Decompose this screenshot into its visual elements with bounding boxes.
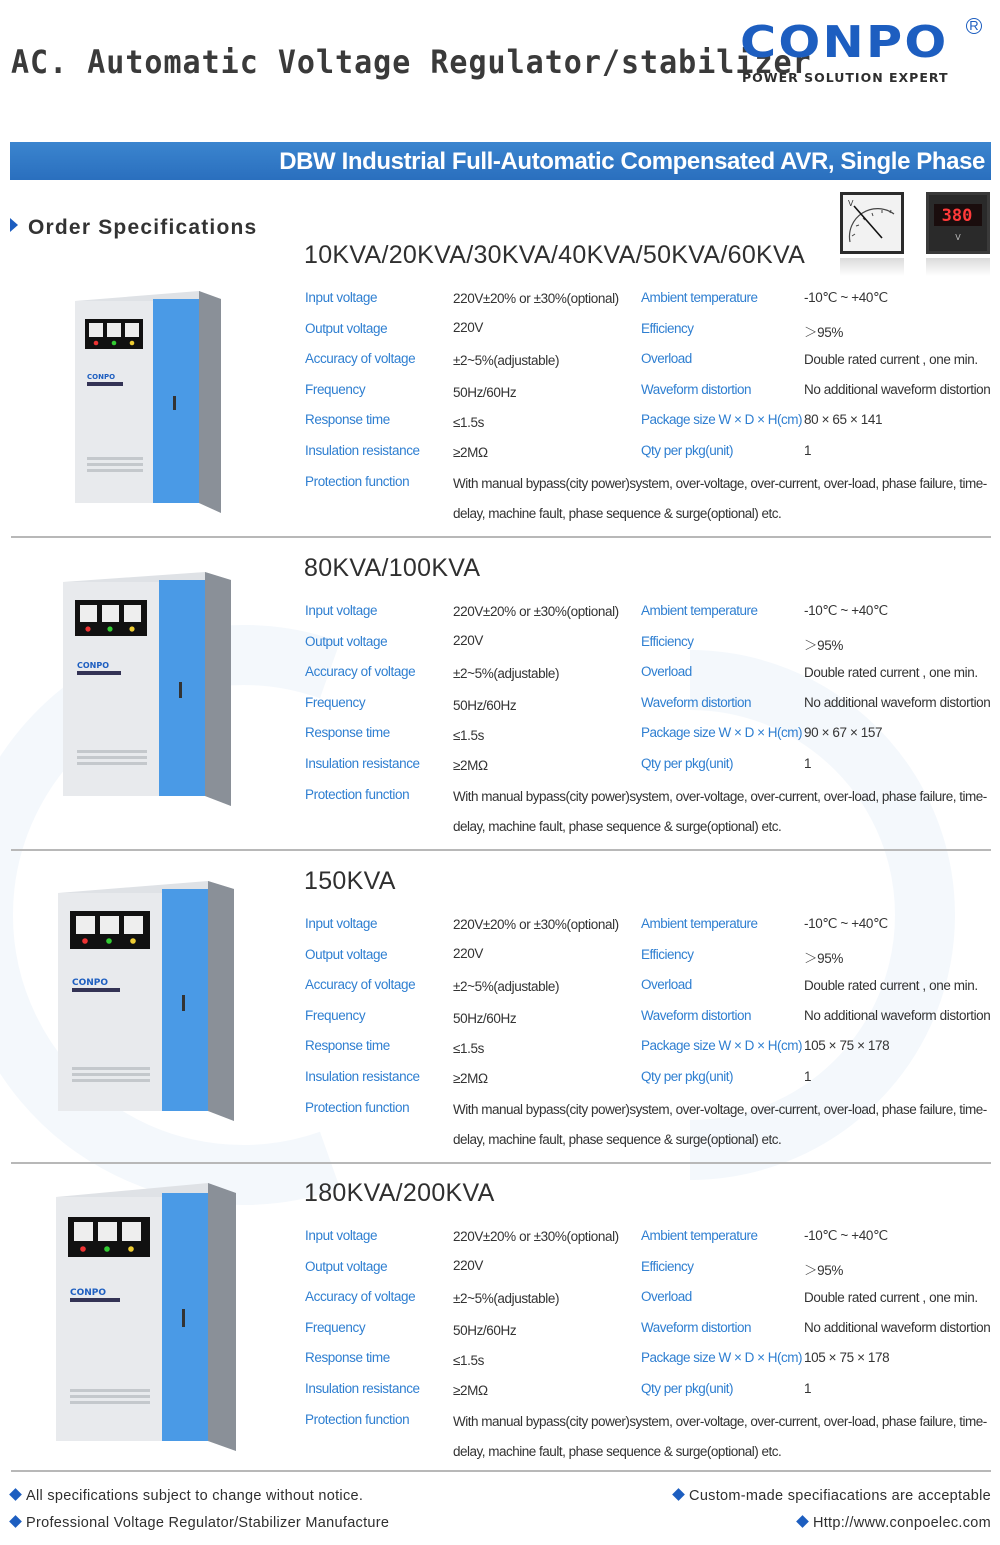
label-ambient-temperature: Ambient temperature xyxy=(641,290,758,305)
value-input-voltage: 220V±20% or ±30%(optional) xyxy=(453,604,619,619)
label-accuracy: Accuracy of voltage xyxy=(305,351,416,366)
value-frequency: 50Hz/60Hz xyxy=(453,1323,517,1338)
value-output-voltage: 220V xyxy=(453,1258,483,1273)
value-package-size: 90 × 67 × 157 xyxy=(804,725,883,740)
value-package-size: 80 × 65 × 141 xyxy=(804,412,883,427)
value-response-time: ≤1.5s xyxy=(453,415,484,430)
value-accuracy: ±2~5%(adjustable) xyxy=(453,979,560,994)
value-frequency: 50Hz/60Hz xyxy=(453,1011,517,1026)
label-insulation: Insulation resistance xyxy=(305,1381,420,1396)
value-frequency: 50Hz/60Hz xyxy=(453,385,517,400)
value-efficiency: ＞95% xyxy=(804,638,843,653)
value-insulation: ≥2MΩ xyxy=(453,1383,488,1398)
voltage-regulator-cabinet-image xyxy=(63,572,235,806)
product-banner: DBW Industrial Full-Automatic Compensated AVR, Single Phase xyxy=(10,142,991,180)
order-spec-label: Order Specifications xyxy=(28,216,258,239)
section-divider xyxy=(11,849,991,851)
footer-note-text: Professional Voltage Regulator/Stabilizer Manufacture xyxy=(26,1515,390,1531)
value-efficiency: ＞95% xyxy=(804,325,843,340)
value-ambient-temperature: -10℃ ~ +40℃ xyxy=(804,603,888,618)
label-input-voltage: Input voltage xyxy=(305,916,378,931)
label-waveform: Waveform distortion xyxy=(641,1320,752,1335)
label-overload: Overload xyxy=(641,1289,692,1304)
label-efficiency: Efficiency xyxy=(641,321,694,336)
meter-reflection xyxy=(840,258,904,276)
value-waveform: No additional waveform distortion xyxy=(804,695,991,710)
value-output-voltage: 220V xyxy=(453,633,483,648)
label-overload: Overload xyxy=(641,351,692,366)
registered-mark: R xyxy=(966,18,982,34)
label-overload: Overload xyxy=(641,977,692,992)
label-input-voltage: Input voltage xyxy=(305,1228,378,1243)
label-insulation: Insulation resistance xyxy=(305,756,420,771)
label-output-voltage: Output voltage xyxy=(305,1259,388,1274)
value-ambient-temperature: -10℃ ~ +40℃ xyxy=(804,1228,888,1243)
logo-wordmark: CONPO xyxy=(740,17,949,68)
value-insulation: ≥2MΩ xyxy=(453,445,488,460)
label-package-size: Package size W × D × H(cm) xyxy=(641,1350,803,1365)
value-accuracy: ±2~5%(adjustable) xyxy=(453,353,560,368)
label-output-voltage: Output voltage xyxy=(305,947,388,962)
conpo-logo xyxy=(740,18,978,92)
label-protection: Protection function xyxy=(305,474,410,489)
arrow-right-icon xyxy=(10,218,18,232)
label-qty: Qty per pkg(unit) xyxy=(641,443,734,458)
value-package-size: 105 × 75 × 178 xyxy=(804,1038,890,1053)
footer-note-text: Custom-made specifiacations are acceptable xyxy=(689,1488,991,1504)
label-response-time: Response time xyxy=(305,1350,390,1365)
value-output-voltage: 220V xyxy=(453,320,483,335)
label-frequency: Frequency xyxy=(305,382,366,397)
label-qty: Qty per pkg(unit) xyxy=(641,1069,734,1084)
label-efficiency: Efficiency xyxy=(641,1259,694,1274)
page-title: AC. Automatic Voltage Regulator/stabilizer xyxy=(11,44,812,82)
cabinet-brand: CONPO xyxy=(77,661,110,670)
value-insulation: ≥2MΩ xyxy=(453,758,488,773)
value-overload: Double rated current , one min. xyxy=(804,978,978,993)
order-specifications-heading xyxy=(10,216,257,240)
value-accuracy: ±2~5%(adjustable) xyxy=(453,1291,560,1306)
label-protection: Protection function xyxy=(305,1412,410,1427)
value-waveform: No additional waveform distortion xyxy=(804,1320,991,1335)
label-input-voltage: Input voltage xyxy=(305,290,378,305)
diamond-bullet-icon xyxy=(796,1515,809,1528)
section-title: 80KVA/100KVA xyxy=(304,554,481,582)
section-title: 180KVA/200KVA xyxy=(304,1179,495,1207)
label-ambient-temperature: Ambient temperature xyxy=(641,603,758,618)
label-ambient-temperature: Ambient temperature xyxy=(641,1228,758,1243)
label-response-time: Response time xyxy=(305,725,390,740)
logo-tagline: POWER SOLUTION EXPERT xyxy=(742,70,949,85)
value-protection: With manual bypass(city power)system, over-voltage, over-current, over-load, phase failure, time-delay, machine fault, phase sequence & surge(optional) etc. xyxy=(453,476,987,521)
value-qty: 1 xyxy=(804,1069,812,1084)
analog-voltmeter-icon xyxy=(840,192,904,254)
diamond-bullet-icon xyxy=(9,1488,22,1501)
website-url[interactable]: Http://www.conpoelec.com xyxy=(812,1515,991,1531)
label-frequency: Frequency xyxy=(305,1008,366,1023)
value-response-time: ≤1.5s xyxy=(453,1353,484,1368)
value-waveform: No additional waveform distortion xyxy=(804,382,991,397)
label-package-size: Package size W × D × H(cm) xyxy=(641,1038,803,1053)
value-input-voltage: 220V±20% or ±30%(optional) xyxy=(453,1229,619,1244)
label-accuracy: Accuracy of voltage xyxy=(305,664,416,679)
label-efficiency: Efficiency xyxy=(641,947,694,962)
section-divider xyxy=(11,1162,991,1164)
value-overload: Double rated current , one min. xyxy=(804,1290,978,1305)
label-accuracy: Accuracy of voltage xyxy=(305,977,416,992)
voltage-regulator-cabinet-image xyxy=(75,291,225,513)
footer-website-link[interactable] xyxy=(798,1515,991,1531)
value-input-voltage: 220V±20% or ±30%(optional) xyxy=(453,917,619,932)
label-accuracy: Accuracy of voltage xyxy=(305,1289,416,1304)
cabinet-brand: CONPO xyxy=(70,1288,107,1298)
value-response-time: ≤1.5s xyxy=(453,728,484,743)
footer-note-specs xyxy=(11,1488,363,1504)
diamond-bullet-icon xyxy=(9,1515,22,1528)
value-qty: 1 xyxy=(804,1381,812,1396)
value-qty: 1 xyxy=(804,756,812,771)
footer-note-text: All specifications subject to change without notice. xyxy=(26,1488,364,1504)
label-package-size: Package size W × D × H(cm) xyxy=(641,725,803,740)
section-divider xyxy=(11,536,991,538)
value-output-voltage: 220V xyxy=(453,946,483,961)
value-ambient-temperature: -10℃ ~ +40℃ xyxy=(804,290,888,305)
value-input-voltage: 220V±20% or ±30%(optional) xyxy=(453,291,619,306)
label-insulation: Insulation resistance xyxy=(305,443,420,458)
diamond-bullet-icon xyxy=(672,1488,685,1501)
label-efficiency: Efficiency xyxy=(641,634,694,649)
label-protection: Protection function xyxy=(305,1100,410,1115)
label-package-size: Package size W × D × H(cm) xyxy=(641,412,803,427)
label-frequency: Frequency xyxy=(305,695,366,710)
label-response-time: Response time xyxy=(305,1038,390,1053)
voltage-regulator-cabinet-image xyxy=(56,1183,242,1451)
label-output-voltage: Output voltage xyxy=(305,321,388,336)
section-title: 150KVA xyxy=(304,867,396,895)
label-qty: Qty per pkg(unit) xyxy=(641,756,734,771)
label-output-voltage: Output voltage xyxy=(305,634,388,649)
label-insulation: Insulation resistance xyxy=(305,1069,420,1084)
footer-note-custom xyxy=(674,1488,991,1504)
value-response-time: ≤1.5s xyxy=(453,1041,484,1056)
label-overload: Overload xyxy=(641,664,692,679)
value-overload: Double rated current , one min. xyxy=(804,665,978,680)
label-qty: Qty per pkg(unit) xyxy=(641,1381,734,1396)
label-waveform: Waveform distortion xyxy=(641,382,752,397)
footer-note-manufacturer xyxy=(11,1515,389,1531)
value-protection: With manual bypass(city power)system, over-voltage, over-current, over-load, phase failure, time-delay, machine fault, phase sequence & surge(optional) etc. xyxy=(453,1414,987,1459)
value-efficiency: ＞95% xyxy=(804,951,843,966)
cabinet-brand: CONPO xyxy=(87,373,116,381)
value-accuracy: ±2~5%(adjustable) xyxy=(453,666,560,681)
value-package-size: 105 × 75 × 178 xyxy=(804,1350,890,1365)
digital-meter-reading: 380 xyxy=(941,206,973,226)
value-protection: With manual bypass(city power)system, over-voltage, over-current, over-load, phase failure, time-delay, machine fault, phase sequence & surge(optional) etc. xyxy=(453,1102,987,1147)
value-protection: With manual bypass(city power)system, over-voltage, over-current, over-load, phase failure, time-delay, machine fault, phase sequence & surge(optional) etc. xyxy=(453,789,987,834)
value-qty: 1 xyxy=(804,443,812,458)
value-efficiency: ＞95% xyxy=(804,1263,843,1278)
cabinet-brand: CONPO xyxy=(72,978,109,988)
value-overload: Double rated current , one min. xyxy=(804,352,978,367)
value-ambient-temperature: -10℃ ~ +40℃ xyxy=(804,916,888,931)
label-ambient-temperature: Ambient temperature xyxy=(641,916,758,931)
analog-meter-unit: V xyxy=(848,199,854,208)
meter-reflection xyxy=(926,258,990,276)
label-waveform: Waveform distortion xyxy=(641,1008,752,1023)
digital-voltmeter-icon xyxy=(926,192,990,254)
voltage-regulator-cabinet-image xyxy=(58,881,240,1121)
footer-divider xyxy=(11,1470,991,1472)
digital-meter-unit: V xyxy=(955,233,961,242)
label-waveform: Waveform distortion xyxy=(641,695,752,710)
label-response-time: Response time xyxy=(305,412,390,427)
label-frequency: Frequency xyxy=(305,1320,366,1335)
value-insulation: ≥2MΩ xyxy=(453,1071,488,1086)
value-frequency: 50Hz/60Hz xyxy=(453,698,517,713)
section-title: 10KVA/20KVA/30KVA/40KVA/50KVA/60KVA xyxy=(304,241,806,269)
label-input-voltage: Input voltage xyxy=(305,603,378,618)
label-protection: Protection function xyxy=(305,787,410,802)
value-waveform: No additional waveform distortion xyxy=(804,1008,991,1023)
